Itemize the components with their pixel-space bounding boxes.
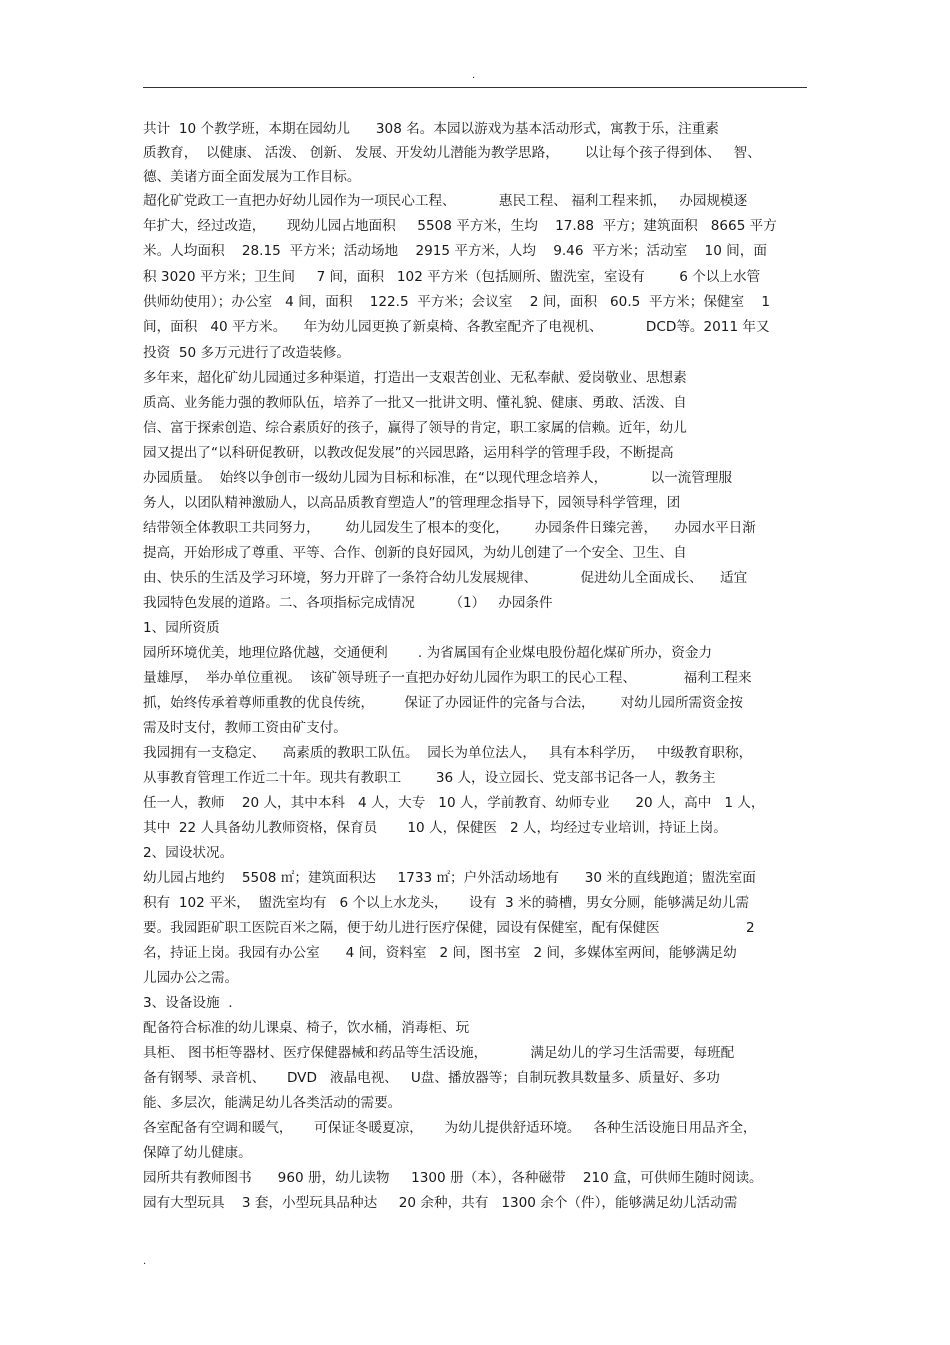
text-line: 名，持证上岗。我园有办公室 4 间，资料室 2 间，图书室 2 间，多媒体室两间，能够满足幼 [143, 945, 737, 961]
section-heading: 3、设备设施 . [143, 995, 233, 1011]
text-line: 年扩大，经过改造， 现幼儿园占地面积 5508 平方米，生均 17.88 平方；建筑面积 8665 平方 [143, 218, 777, 234]
text-line: 我园拥有一支稳定、 高素质的教职工队伍。 园长为单位法人， 具有本科学历， 中级教育职称， [143, 745, 753, 761]
text-line: 儿园办公之需。 [143, 970, 239, 986]
header-rule [143, 87, 807, 88]
text-line: 超化矿党政工一直把办好幼儿园作为一项民心工程、 惠民工程、 福利工程来抓， 办园规模逐 [143, 193, 748, 209]
text-line: 量雄厚， 举办单位重视。 该矿领导班子一直把办好幼儿园作为职工的民心工程、 福利工程来 [143, 670, 752, 686]
text-line: 间，面积 40 平方米。 年为幼儿园更换了新桌椅、各教室配齐了电视机、 DCD等。2011 年又 [143, 319, 770, 335]
text-line: 抓，始终传承着尊师重教的优良传统， 保证了办园证件的完备与合法， 对幼儿园所需资金按 [143, 695, 743, 711]
section-heading: 2、园设状况。 [143, 845, 234, 861]
text-line: 由、快乐的生活及学习环境，努力开辟了一条符合幼儿发展规律、 促进幼儿全面成长、 适宜 [143, 570, 748, 586]
text-line: 备有钢琴、录音机、 DVD 液晶电视、 U盘、播放器等；自制玩教具数量多、质量好、多功 [143, 1070, 720, 1086]
text-line: 信、富于探索创造、综合素质好的孩子，赢得了领导的肯定，职工家属的信赖。近年，幼儿 [143, 420, 687, 436]
text-line: 要。我园距矿职工医院百米之隔，便于幼儿进行医疗保健，园设有保健室，配有保健医 2 [143, 920, 755, 936]
text-line: 积有 102 平米， 盥洗室均有 6 个以上水龙头， 设有 3 米的骑槽，男女分厕，能够满足幼儿需 [143, 895, 750, 911]
text-line: 园又提出了“以科研促教研，以教改促发展”的兴园思路，运用科学的管理手段，不断提高 [143, 445, 674, 461]
text-line: 务人，以团队精神激励人，以高品质教育塑造人”的管理理念指导下，园领导科学管理，团 [143, 495, 681, 511]
text-line: 我园特色发展的道路。二、各项指标完成情况 （1） 办园条件 [143, 595, 553, 611]
text-line: 质教育， 以健康、 活泼、 创新、 发展、开发幼儿潜能为教学思路， 以让每个孩子得到体、 智、 [143, 145, 761, 161]
text-line: 米。人均面积 28.15 平方米；活动场地 2915 平方米，人均 9.46 平方米；活动室 10 间，面 [143, 243, 767, 259]
text-line: 园有大型玩具 3 套，小型玩具品种达 20 余种，共有 1300 余个（件），能够满足幼儿活动需 [143, 1195, 738, 1211]
text-line: 德、美诸方面全面发展为工作目标。 [143, 169, 361, 185]
text-line: 配备符合标准的幼儿课桌、椅子，饮水桶，消毒柜、玩 [143, 1020, 470, 1036]
text-line: 需及时支付，教师工资由矿支付。 [143, 720, 347, 736]
text-line: 保障了幼儿健康。 [143, 1145, 252, 1161]
text-line: 供师幼使用）；办公室 4 间，面积 122.5 平方米；会议室 2 间，面积 60.5 平方米；保健室 1 [143, 294, 771, 310]
footer-mark: . [143, 1256, 147, 1267]
text-line: 园所环境优美，地理位路优越，交通便利 . 为省属国有企业煤电股份超化煤矿所办，资金力 [143, 645, 713, 661]
text-line: 各室配备有空调和暖气， 可保证冬暖夏凉， 为幼儿提供舒适环境。 各种生活设施日用品齐全， [143, 1120, 757, 1136]
text-line: 任一人，教师 20 人，其中本科 4 人，大专 10 人，学前教育、幼师专业 20 人，高中 1 人， [143, 795, 765, 811]
text-line: 园所共有教师图书 960 册，幼儿读物 1300 册（本），各种磁带 210 盒，可供师生随时阅读。 [143, 1170, 763, 1186]
text-line: 能、多层次，能满足幼儿各类活动的需要。 [143, 1095, 402, 1111]
text-line: 具柜、 图书柜等器材、医疗保健器械和药品等生活设施， 满足幼儿的学习生活需要，每班配 [143, 1045, 735, 1061]
text-line: 质高、业务能力强的教师队伍，培养了一批又一批讲文明、懂礼貌、健康、勇敢、活泼、自 [143, 395, 687, 411]
text-line: 提高，开始形成了尊重、平等、合作、创新的良好园风，为幼儿创建了一个安全、卫生、自 [143, 545, 687, 561]
text-line: 从事教育管理工作近二十年。现共有教职工 36 人，设立园长、党支部书记各一人，教务主 [143, 770, 716, 786]
header-mark: . [472, 70, 476, 81]
text-line: 结带领全体教职工共同努力， 幼儿园发生了根本的变化， 办园条件日臻完善， 办园水平日渐 [143, 520, 756, 536]
text-line: 共计 10 个教学班，本期在园幼儿 308 名。本园以游戏为基本活动形式，寓教于乐，注重素 [143, 121, 719, 137]
section-heading: 1、园所资质 [143, 620, 220, 636]
text-line: 投资 50 多万元进行了改造装修。 [143, 345, 350, 361]
text-line: 积 3020 平方米；卫生间 7 间，面积 102 平方米（包括厕所、盥洗室，室设有 6 个以上水管 [143, 269, 761, 285]
text-line: 多年来，超化矿幼儿园通过多种渠道，打造出一支艰苦创业、无私奉献、爱岗敬业、思想素 [143, 370, 687, 386]
text-line: 办园质量。 始终以争创市一级幼儿园为目标和标准，在“以现代理念培养人， 以一流管理服 [143, 470, 733, 486]
text-line: 其中 22 人具备幼儿教师资格，保育员 10 人，保健医 2 人，均经过专业培训，持证上岗。 [143, 820, 727, 836]
text-line: 幼儿园占地约 5508 ㎡；建筑面积达 1733 ㎡；户外活动场地有 30 米的直线跑道；盥洗室面 [143, 870, 756, 886]
